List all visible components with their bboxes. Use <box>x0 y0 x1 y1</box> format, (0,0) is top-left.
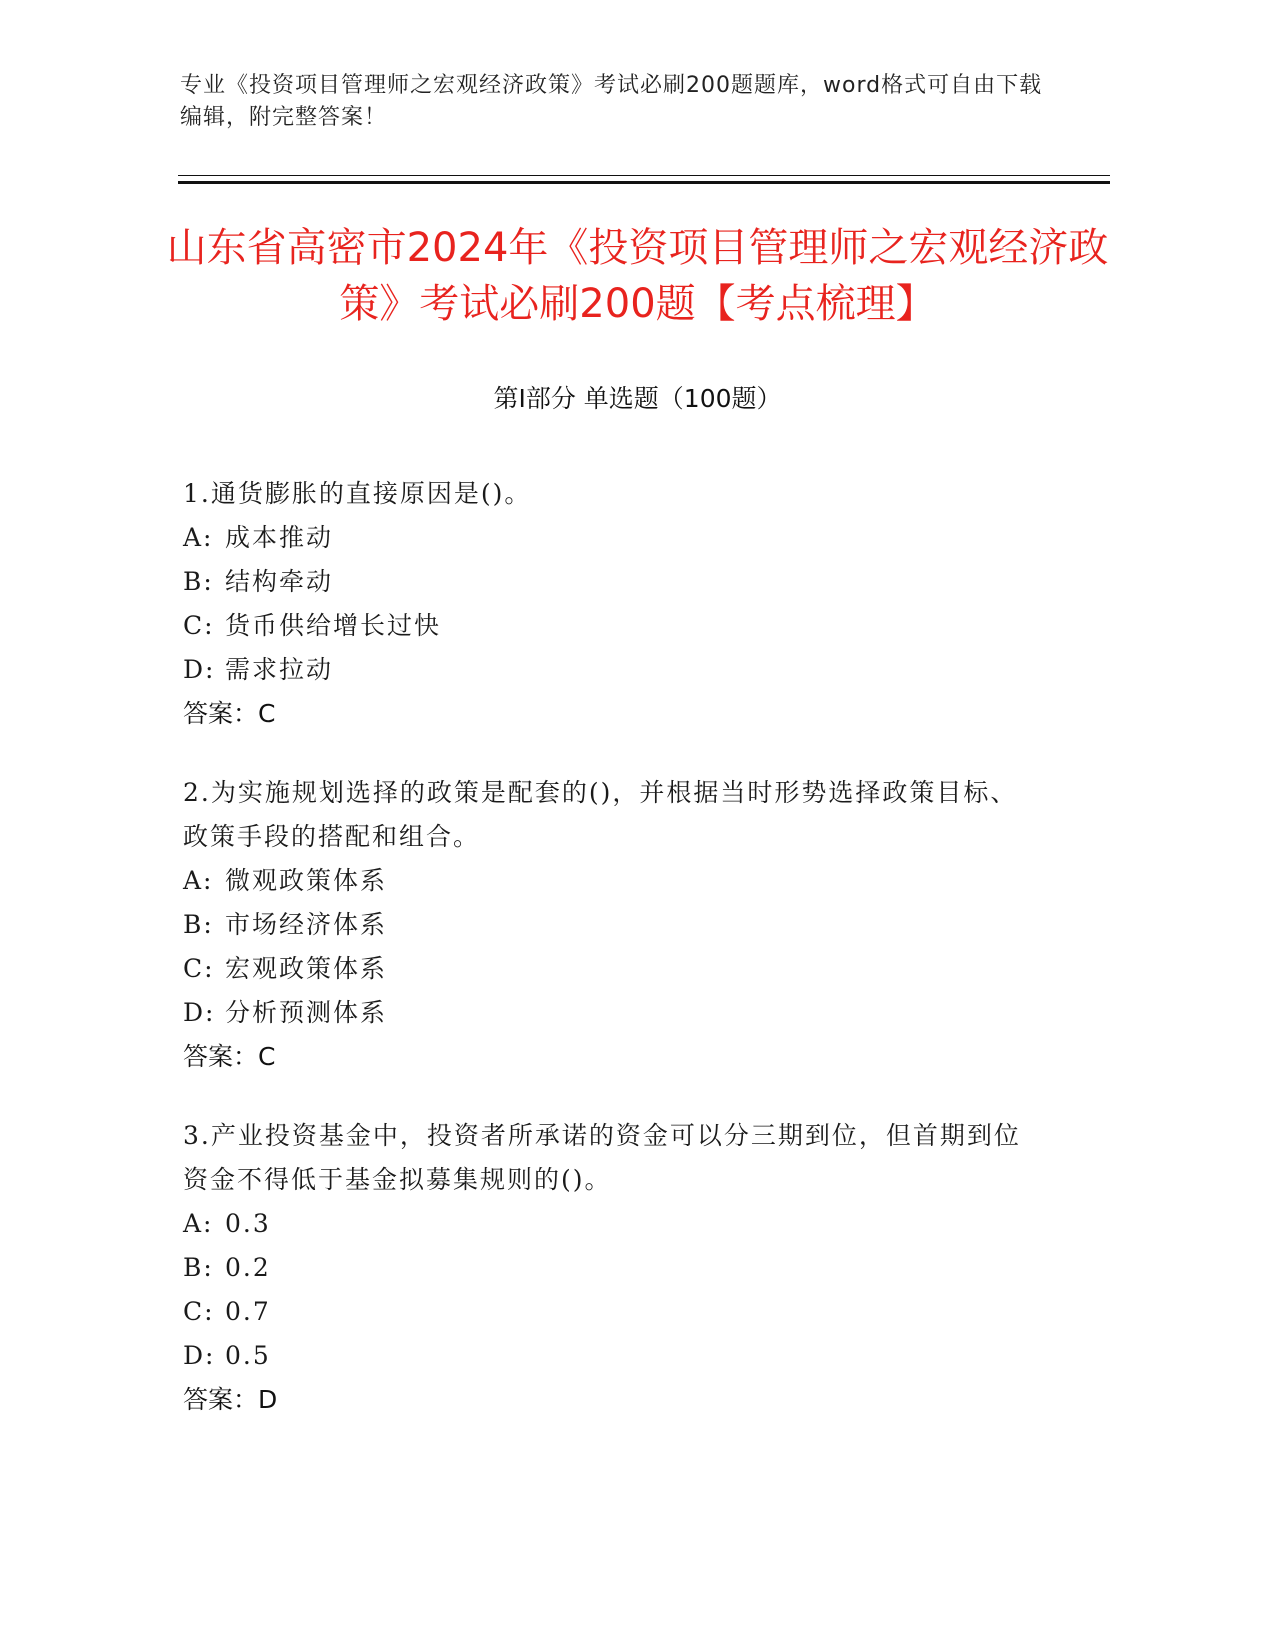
option-c <box>183 947 1043 991</box>
option-b <box>183 903 1043 947</box>
option-d <box>183 991 1043 1035</box>
option-letter: D: <box>183 655 216 684</box>
option-text: 分析预测体系 <box>225 998 388 1027</box>
answer-line: 答案：D <box>183 1385 278 1414</box>
option-d <box>183 648 1043 692</box>
option-letter: D: <box>183 998 216 1027</box>
option-letter: A: <box>183 523 214 552</box>
option-text: 微观政策体系 <box>225 866 388 895</box>
option-letter: A: <box>183 866 214 895</box>
option-a <box>183 1202 1043 1246</box>
option-c <box>183 1290 1043 1334</box>
option-text: 成本推动 <box>225 523 334 552</box>
option-letter: B: <box>183 1253 214 1282</box>
header-divider-thick <box>178 181 1110 184</box>
option-text: 0.7 <box>225 1297 271 1326</box>
option-letter: B: <box>183 910 214 939</box>
option-text: 货币供给增长过快 <box>225 611 442 640</box>
question-text: 2.为实施规划选择的政策是配套的()，并根据当时形势选择政策目标、政策手段的搭配和组合。 <box>183 778 1018 851</box>
option-text: 宏观政策体系 <box>225 954 388 983</box>
header-divider-thin <box>178 175 1110 176</box>
option-letter: C: <box>183 954 215 983</box>
option-letter: C: <box>183 1297 215 1326</box>
section-heading: 第Ⅰ部分 单选题（100题） <box>493 384 782 413</box>
header-note: 专业《投资项目管理师之宏观经济政策》考试必刷200题题库，word格式可自由下载编辑，附完整答案！ <box>180 73 1043 130</box>
question-2 <box>183 771 1043 1079</box>
question-3 <box>183 1114 1043 1422</box>
question-1 <box>183 472 1043 736</box>
option-letter: C: <box>183 611 215 640</box>
answer-line: 答案：C <box>183 699 276 728</box>
option-letter: B: <box>183 567 214 596</box>
option-text: 市场经济体系 <box>225 910 388 939</box>
option-b <box>183 560 1043 604</box>
option-d <box>183 1334 1043 1378</box>
option-b <box>183 1246 1043 1290</box>
option-a <box>183 516 1043 560</box>
option-text: 0.2 <box>225 1253 271 1282</box>
option-c <box>183 604 1043 648</box>
option-a <box>183 859 1043 903</box>
question-list <box>183 472 1043 1457</box>
option-text: 需求拉动 <box>225 655 334 684</box>
option-letter: D: <box>183 1341 216 1370</box>
document-title: 山东省高密市2024年《投资项目管理师之宏观经济政策》考试必刷200题【考点梳理】 <box>166 225 1109 327</box>
question-text: 3.产业投资基金中，投资者所承诺的资金可以分三期到位，但首期到位资金不得低于基金拟募集规则的()。 <box>183 1121 1021 1194</box>
option-text: 结构牵动 <box>225 567 334 596</box>
option-letter: A: <box>183 1209 214 1238</box>
answer-line: 答案：C <box>183 1042 276 1071</box>
option-text: 0.3 <box>225 1209 271 1238</box>
question-text: 1.通货膨胀的直接原因是()。 <box>183 479 532 508</box>
option-text: 0.5 <box>225 1341 271 1370</box>
